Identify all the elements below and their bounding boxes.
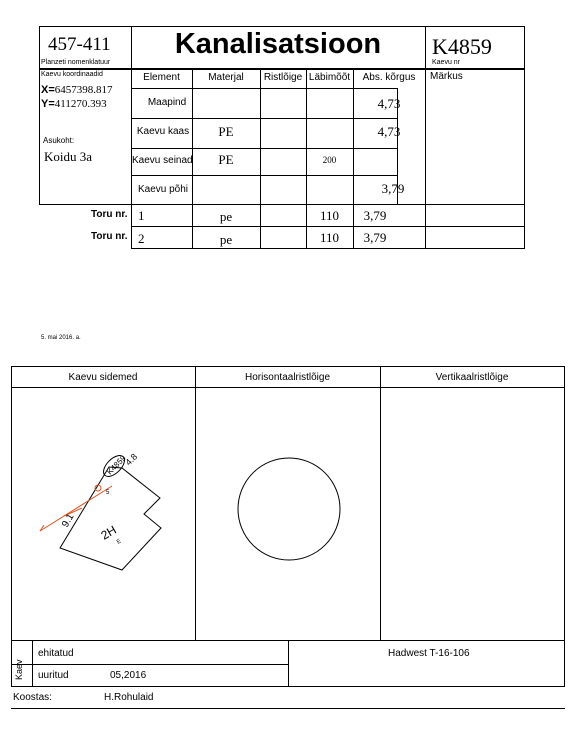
building-label: 2H <box>98 522 119 543</box>
well-circle <box>238 458 340 560</box>
date-text: 5. mai 2016. a. <box>41 335 81 341</box>
horizontal-section-drawing <box>196 388 380 640</box>
ties-sketch <box>12 388 195 640</box>
section-title-horizontal: Horisontaalristlõige <box>244 372 331 383</box>
well-number: K4859 <box>432 34 492 59</box>
company-code: Hadwest T-16-106 <box>388 648 470 659</box>
page-title: Kanalisatsioon <box>174 28 382 60</box>
col-header-abs-height: Abs. kõrgus <box>362 72 416 83</box>
col-header-material: Materjal <box>208 72 244 83</box>
x-coordinate: X=6457398.817 <box>41 84 113 96</box>
surveyed-value: 05,2016 <box>110 670 147 681</box>
author-label: Koostas: <box>13 692 52 703</box>
built-label: ehitatud <box>38 648 74 659</box>
well-label: K4859 <box>105 453 128 477</box>
location-value: Koidu 3a <box>44 149 93 164</box>
section-title-vertical: Vertikaalristlõige <box>435 372 509 383</box>
col-header-cross-section: Ristlõige <box>263 72 303 83</box>
section-title-ties: Kaevu sidemed <box>68 372 138 383</box>
dimension-a: 4.8 <box>123 451 140 468</box>
nomenclature-number: 457-411 <box>48 34 111 55</box>
author-value: H.Rohulaid <box>104 692 154 703</box>
nomenclature-label: Planzeti nomenklatuur <box>41 59 111 66</box>
well-number-label: Kaevu nr <box>432 59 461 66</box>
y-coordinate: Y=411270.393 <box>41 98 107 110</box>
col-header-diameter: Läbimõõt <box>308 72 351 83</box>
location-label: Asukoht: <box>43 136 75 145</box>
building-sub: E <box>116 538 123 546</box>
col-header-element: Element <box>143 72 180 83</box>
marker-text: 5 <box>106 490 110 496</box>
col-header-note: Märkus <box>430 71 463 82</box>
surveyed-label: uuritud <box>38 670 69 681</box>
well-vertical-label: Kaev <box>14 659 24 680</box>
dimension-b: 9.1 <box>60 511 77 530</box>
coordinates-label: Kaevu koordinaadid <box>41 71 103 78</box>
dimension-line <box>40 486 112 531</box>
